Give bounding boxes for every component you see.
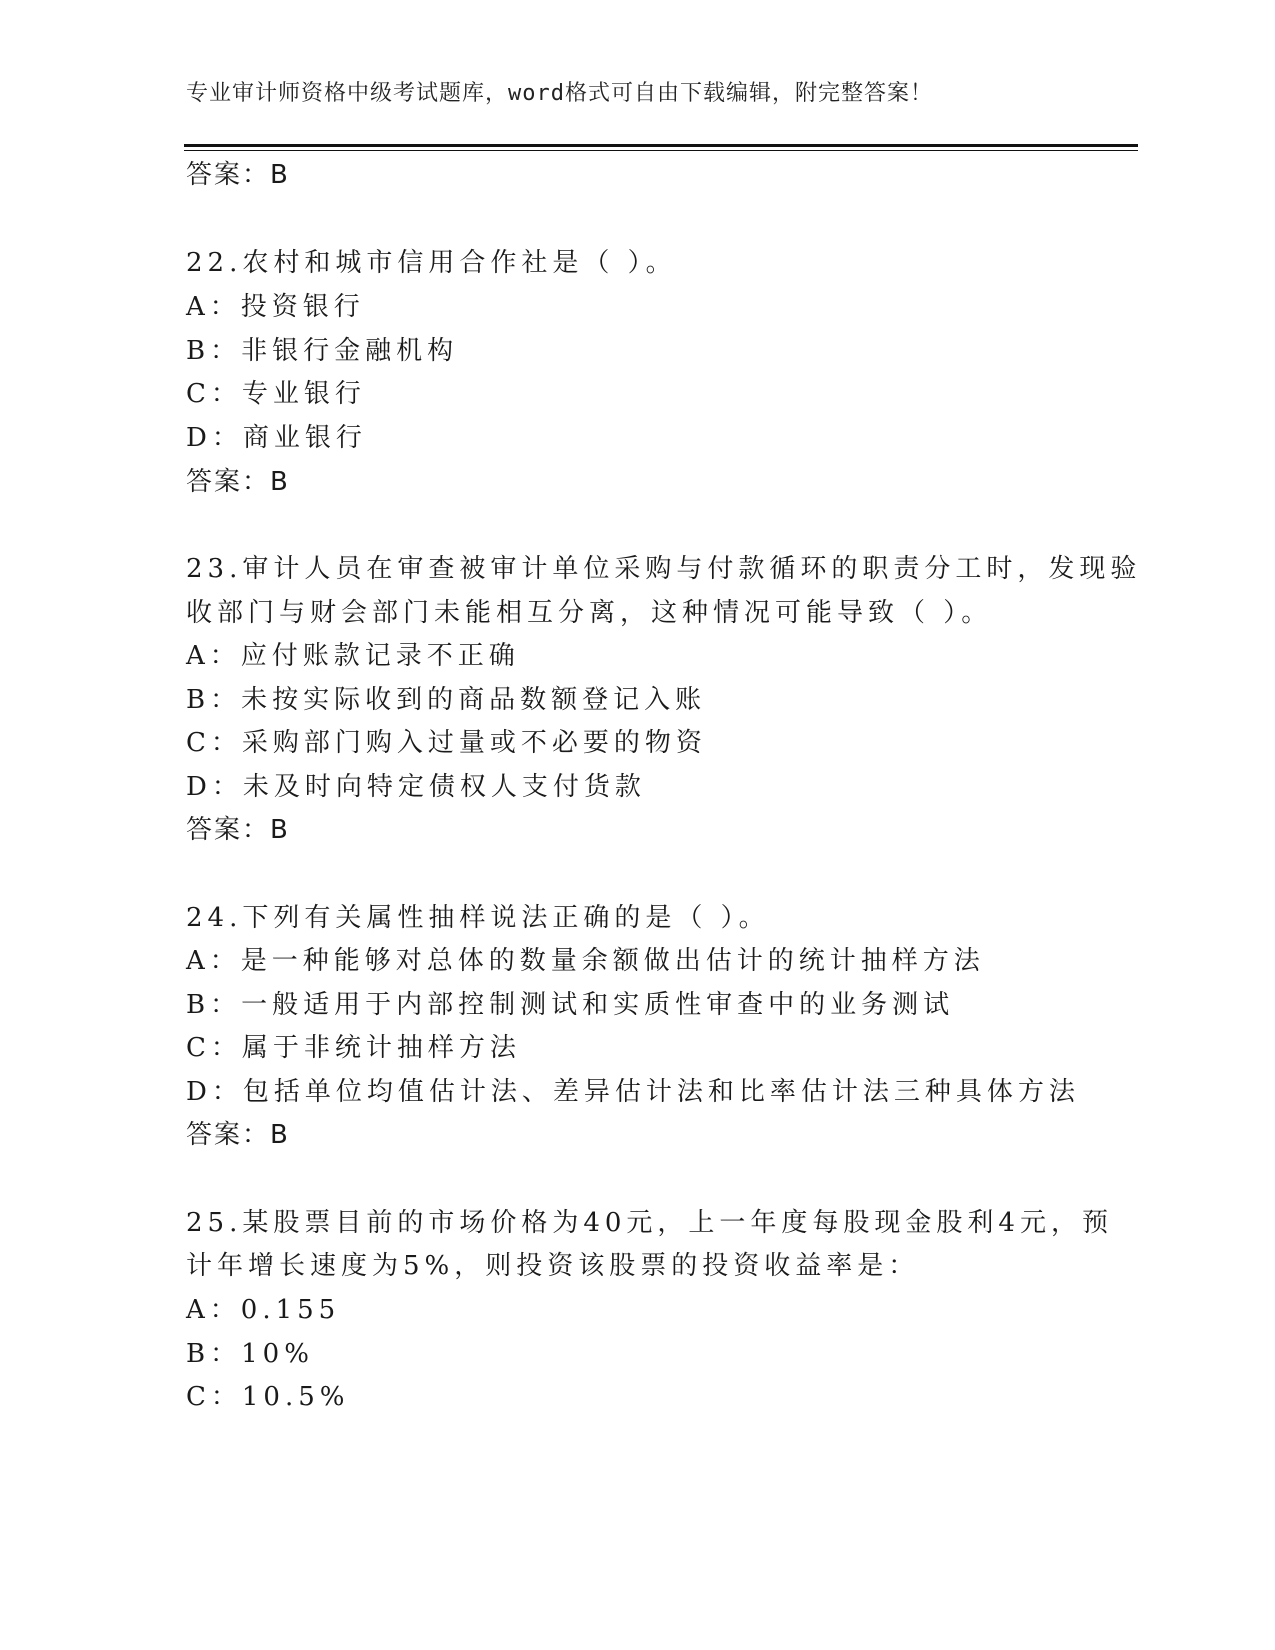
previous-answer: 答案：B (186, 160, 290, 190)
q23-option-c: C：采购部门购入过量或不必要的物资 (186, 728, 707, 758)
q24-option-a: A：是一种能够对总体的数量余额做出估计的统计抽样方法 (186, 946, 985, 976)
q24-option-c: C：属于非统计抽样方法 (186, 1033, 521, 1063)
q23-option-d: D：未及时向特定债权人支付货款 (186, 772, 646, 802)
q25-option-c: C：10.5% (186, 1382, 350, 1412)
q22-option-d: D：商业银行 (186, 423, 367, 453)
q23-stem-line1: 23.审计人员在审查被审计单位采购与付款循环的职责分工时，发现验 (186, 554, 1142, 584)
q24-option-d: D：包括单位均值估计法、差异估计法和比率估计法三种具体方法 (186, 1077, 1080, 1107)
header-rule-thin (184, 150, 1138, 151)
q22-stem: 22.农村和城市信用合作社是（ ）。 (186, 248, 677, 278)
q22-option-a: A：投资银行 (186, 292, 365, 322)
q23-option-b: B：未按实际收到的商品数额登记入账 (186, 685, 707, 715)
q25-stem-line1: 25.某股票目前的市场价格为40元，上一年度每股现金股利4元，预 (186, 1208, 1113, 1238)
q23-option-a: A：应付账款记录不正确 (186, 641, 520, 671)
q22-answer: 答案：B (186, 467, 290, 497)
q24-option-b: B：一般适用于内部控制测试和实质性审查中的业务测试 (186, 990, 955, 1020)
page-header: 专业审计师资格中级考试题库，word格式可自由下载编辑，附完整答案！ (186, 81, 933, 106)
q25-option-a: A：0.155 (186, 1295, 341, 1325)
header-rule-thick (184, 144, 1138, 147)
q22-option-b: B：非银行金融机构 (186, 336, 459, 366)
q23-answer: 答案：B (186, 815, 290, 845)
q24-answer: 答案：B (186, 1120, 290, 1150)
q25-option-b: B：10% (186, 1339, 314, 1369)
q22-option-c: C：专业银行 (186, 379, 366, 409)
q23-stem-line2: 收部门与财会部门未能相互分离，这种情况可能导致（ ）。 (186, 598, 993, 628)
q25-stem-line2: 计年增长速度为5%，则投资该股票的投资收益率是： (186, 1251, 920, 1281)
q24-stem: 24.下列有关属性抽样说法正确的是（ ）。 (186, 903, 770, 933)
